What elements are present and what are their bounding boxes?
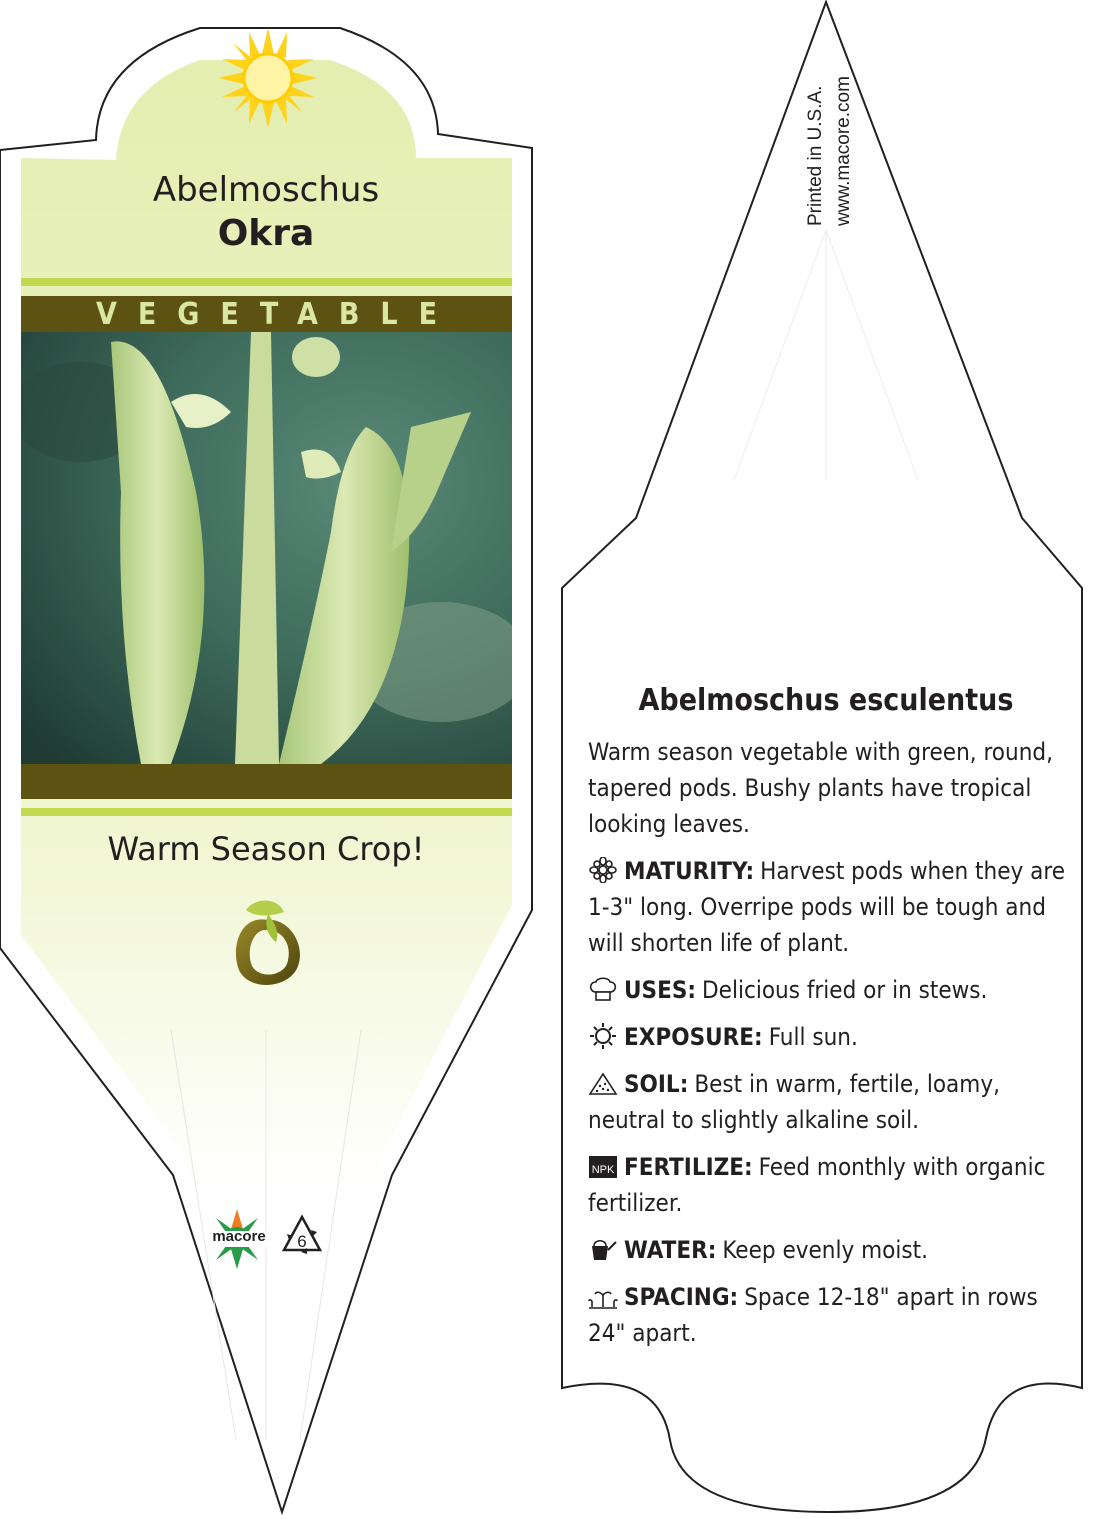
- uses-label: USES:: [624, 976, 697, 1004]
- water-label: WATER:: [624, 1236, 717, 1264]
- chef-hat-icon: [588, 976, 618, 1002]
- tagline: Warm Season Crop!: [107, 830, 425, 868]
- category-label: VEGETABLE: [95, 297, 459, 332]
- sprout-logo-icon: [228, 892, 308, 992]
- sun-icon: [588, 1023, 618, 1049]
- fertilizer-bag-icon: [588, 1153, 618, 1179]
- category-band: [21, 296, 512, 332]
- npk-label: NPK: [591, 1164, 615, 1176]
- seedling-spacing-icon: [588, 1283, 618, 1309]
- fertilize-text: Feed monthly with organic fertilizer.: [588, 1153, 1046, 1217]
- description: Warm season vegetable with green, round, tapered pods. Bushy plants have tropical looking leaves.: [588, 738, 1053, 838]
- flower-icon: [588, 857, 618, 883]
- water-text: Keep evenly moist.: [722, 1236, 928, 1264]
- section-water: [588, 1232, 1068, 1268]
- fertilize-label: FERTILIZE:: [624, 1153, 753, 1181]
- plant-common-name: Okra: [217, 213, 315, 254]
- recycle-code: 6: [297, 1232, 307, 1251]
- uses-text: Delicious fried or in stews.: [702, 976, 988, 1004]
- photo-bottom-band: [21, 764, 512, 799]
- exposure-text: Full sun.: [768, 1023, 858, 1051]
- website: www.macore.com: [833, 76, 854, 226]
- spacing-text: Space 12-18" apart in rows 24" apart.: [588, 1283, 1038, 1347]
- exposure-label: EXPOSURE:: [624, 1023, 763, 1051]
- scientific-name: Abelmoschus esculentus: [638, 683, 1014, 718]
- printed-in: Printed in U.S.A.: [805, 85, 826, 226]
- plant-genus: Abelmoschus: [152, 170, 380, 210]
- maturity-text: Harvest pods when they are 1-3" long. Overripe pods will be tough and will shorten life of plant.: [588, 857, 1065, 957]
- macore-brand: macore: [212, 1228, 266, 1245]
- sun-icon: [218, 28, 318, 128]
- soil-label: SOIL:: [624, 1070, 689, 1098]
- watering-can-icon: [588, 1236, 618, 1262]
- section-fertilize: [588, 1149, 1068, 1221]
- soil-mound-icon: [588, 1070, 618, 1096]
- section-exposure: [588, 1019, 1068, 1055]
- soil-text: Best in warm, fertile, loamy, neutral to slightly alkaline soil.: [588, 1070, 1000, 1134]
- section-maturity: [588, 853, 1068, 961]
- spacing-label: SPACING:: [624, 1283, 739, 1311]
- section-soil: [588, 1066, 1068, 1138]
- section-uses: [588, 972, 1068, 1008]
- okra-photo: [21, 332, 512, 764]
- care-text: [588, 734, 1068, 1362]
- print-info: [803, 60, 863, 230]
- section-spacing: [588, 1279, 1068, 1351]
- maturity-label: MATURITY:: [624, 857, 755, 885]
